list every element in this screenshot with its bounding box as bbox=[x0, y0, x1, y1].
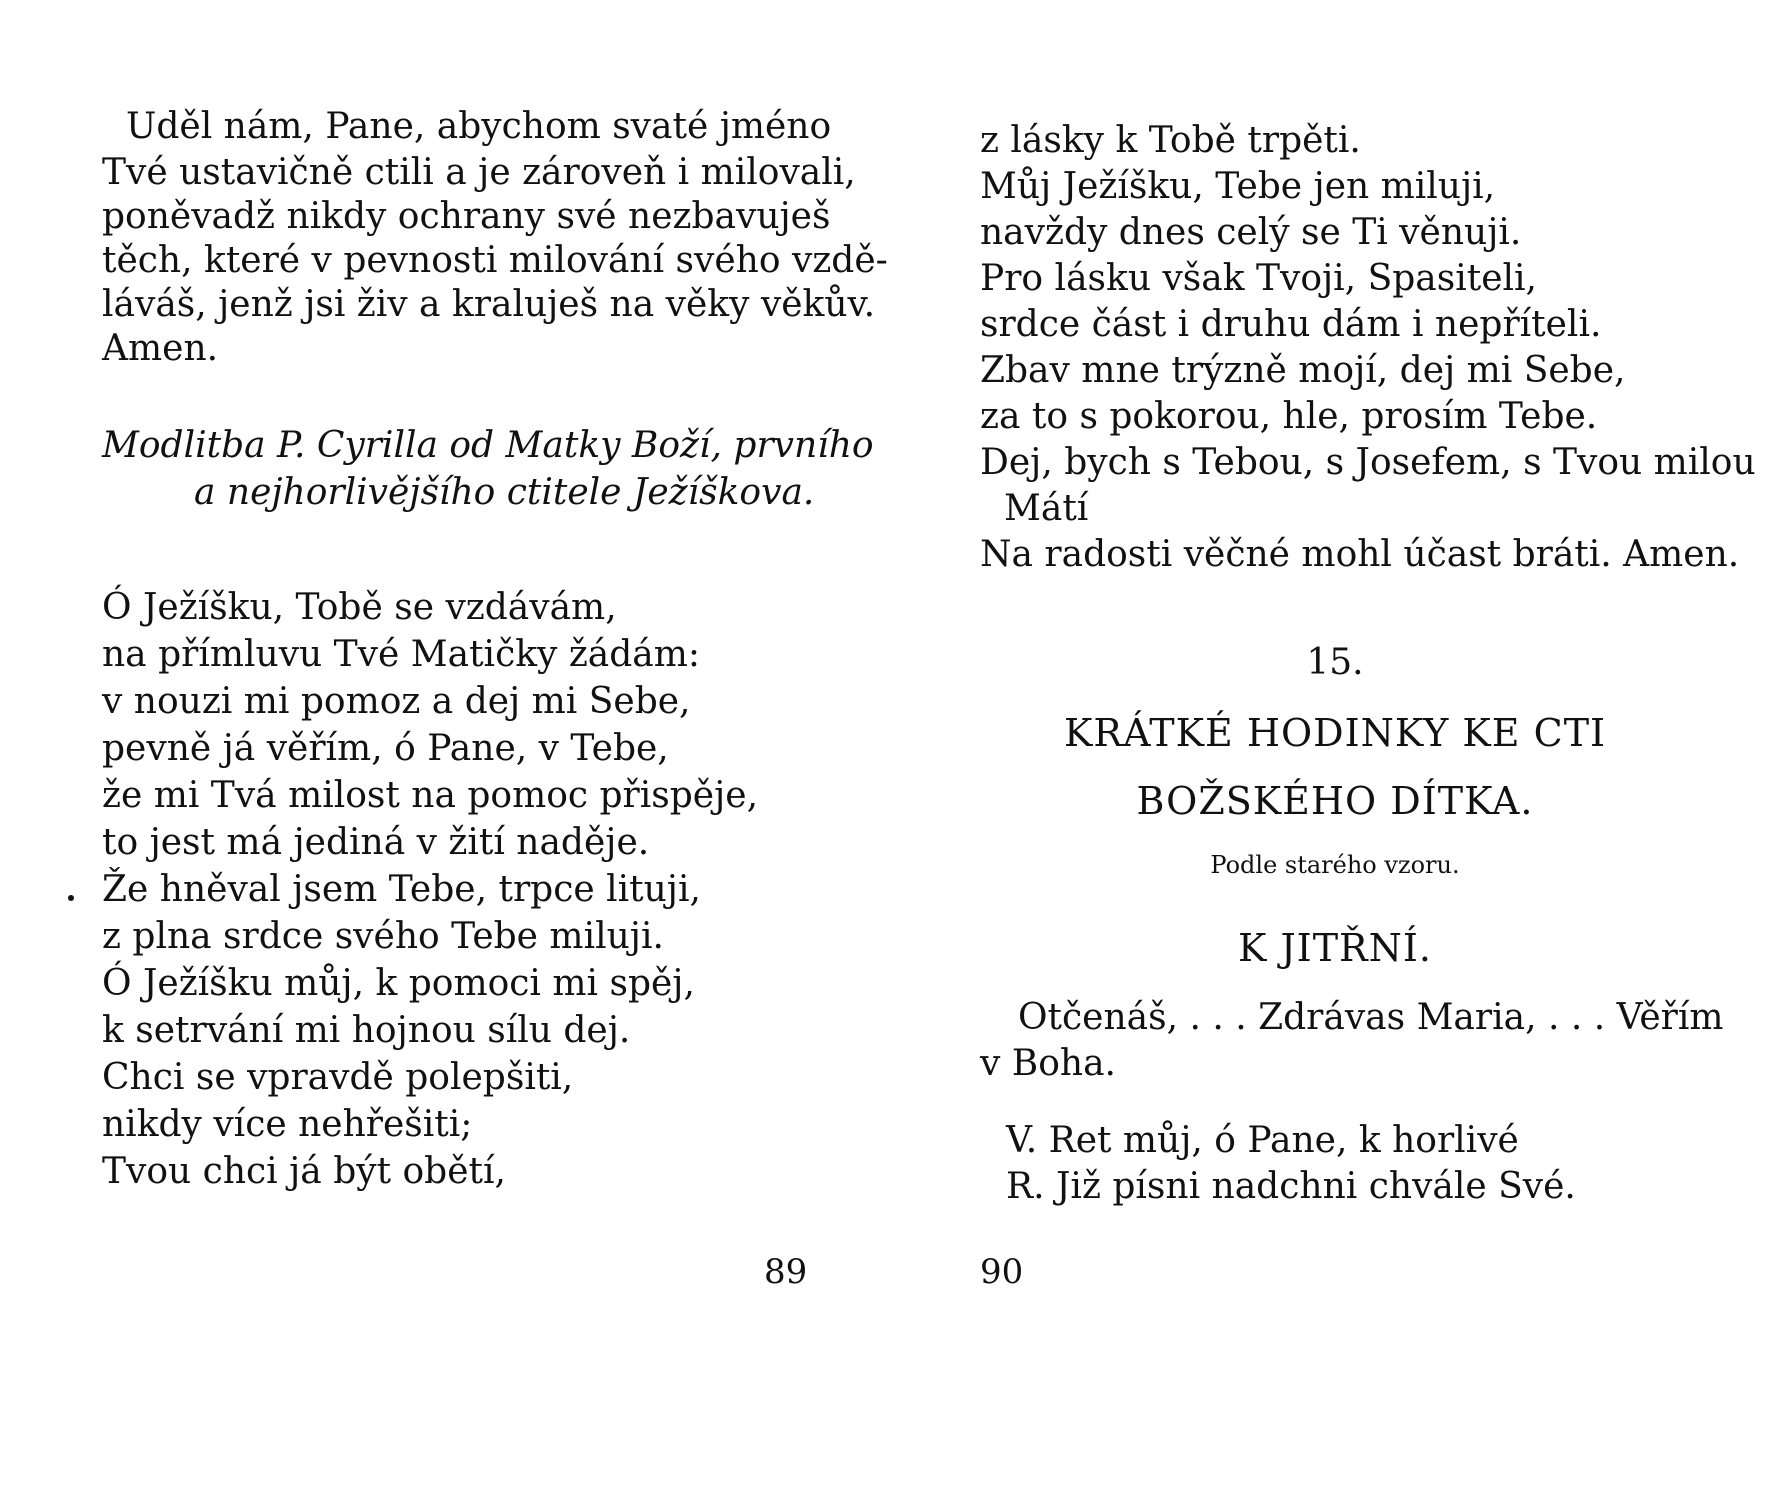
prayer-line: v Boha. bbox=[980, 1043, 1117, 1084]
page-number: 89 bbox=[764, 1252, 808, 1292]
verse-line: že mi Tvá milost na pomoc přispěje, bbox=[102, 775, 759, 816]
versicle-line: V. Ret můj, ó Pane, k horlivé bbox=[1006, 1120, 1519, 1161]
verse-line: Ó Ježíšku, Tobě se vzdávám, bbox=[102, 587, 617, 628]
verse-line: Že hněval jsem Tebe, trpce lituji, bbox=[102, 869, 701, 910]
verse-line: Zbav mne trýzně mojí, dej mi Sebe, bbox=[980, 350, 1626, 391]
paragraph-line: Amen. bbox=[102, 328, 219, 369]
section-subtitle: Podle starého vzoru. bbox=[1210, 851, 1460, 879]
verse-line: to jest má jediná v žití naděje. bbox=[102, 822, 650, 863]
verse-line: Ó Ježíšku můj, k pomoci mi spěj, bbox=[102, 963, 695, 1004]
paragraph-line: těch, které v pevnosti milování svého vzdě- bbox=[102, 240, 888, 281]
verse-line: Na radosti věčné mohl účast bráti. Amen. bbox=[980, 534, 1740, 575]
paragraph-line: láváš, jenž jsi živ a kraluješ na věky věkův. bbox=[102, 284, 876, 325]
verse-line: v nouzi mi pomoz a dej mi Sebe, bbox=[102, 681, 691, 722]
paragraph-line: Uděl nám, Pane, abychom svaté jméno bbox=[126, 106, 832, 147]
verse-line: Dej, bych s Tebou, s Josefem, s Tvou milou bbox=[980, 442, 1756, 483]
verse-line: Můj Ježíšku, Tebe jen miluji, bbox=[980, 166, 1496, 207]
margin-mark bbox=[68, 895, 74, 901]
section-heading-line: KRÁTKÉ HODINKY KE CTI bbox=[1063, 711, 1607, 755]
paragraph-line: Tvé ustavičně ctili a je zároveň i milovali, bbox=[102, 152, 856, 193]
prayer-line: Otčenáš, . . . Zdrávas Maria, . . . Věřím bbox=[1018, 997, 1724, 1038]
section-number: 15. bbox=[1306, 642, 1364, 683]
section-heading-line: BOŽSKÉHO DÍTKA. bbox=[1136, 779, 1534, 823]
verse-line: Chci se vpravdě polepšiti, bbox=[102, 1057, 574, 1098]
verse-line: na přímluvu Tvé Matičky žádám: bbox=[102, 634, 701, 675]
verse-line: z plna srdce svého Tebe miluji. bbox=[102, 916, 664, 957]
subheading: K JITŘNÍ. bbox=[1237, 926, 1432, 970]
verse-line: srdce část i druhu dám i nepříteli. bbox=[980, 304, 1602, 345]
prayer-title-line: a nejhorlivějšího ctitele Ježíškova. bbox=[194, 472, 815, 513]
verse-line: k setrvání mi hojnou sílu dej. bbox=[102, 1010, 631, 1051]
verse-line: nikdy více nehřešiti; bbox=[102, 1104, 473, 1145]
verse-line: navždy dnes celý se Ti věnuji. bbox=[980, 212, 1522, 253]
verse-line: z lásky k Tobě trpěti. bbox=[980, 120, 1361, 161]
prayer-title-line: Modlitba P. Cyrilla od Matky Boží, prvního bbox=[102, 425, 874, 466]
verse-line: Tvou chci já být obětí, bbox=[102, 1151, 506, 1192]
paragraph-line: poněvadž nikdy ochrany své nezbavuješ bbox=[102, 196, 831, 237]
verse-line: Mátí bbox=[1004, 488, 1089, 529]
verse-line: pevně já věřím, ó Pane, v Tebe, bbox=[102, 728, 669, 769]
verse-line: za to s pokorou, hle, prosím Tebe. bbox=[980, 396, 1598, 437]
page-number: 90 bbox=[980, 1252, 1024, 1292]
response-line: R. Již písni nadchni chvále Své. bbox=[1006, 1166, 1576, 1207]
verse-line: Pro lásku však Tvoji, Spasiteli, bbox=[980, 258, 1537, 299]
